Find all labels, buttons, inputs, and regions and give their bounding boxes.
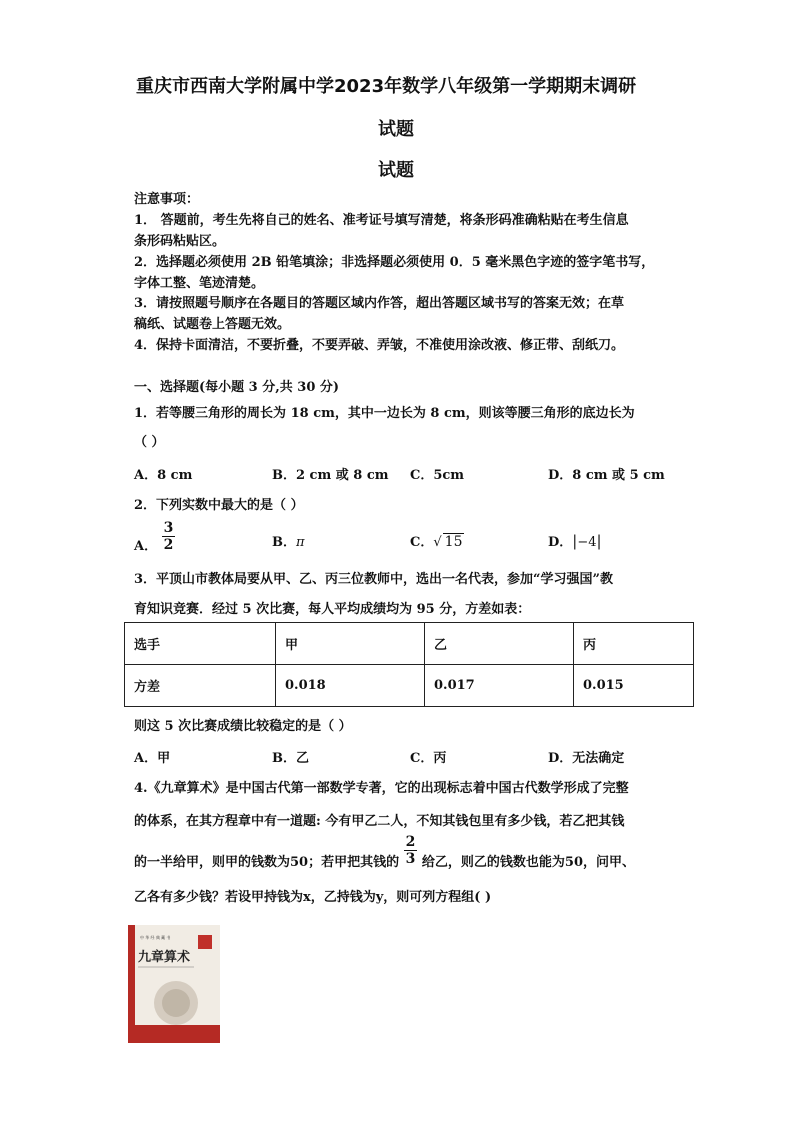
notice-heading: 注意事项： xyxy=(134,192,200,207)
variance-table xyxy=(124,622,694,707)
option-a: A．甲 xyxy=(134,751,171,766)
book-top-text: 中 华 经 典 藏 书 xyxy=(140,935,171,940)
pi-symbol: π xyxy=(296,535,305,550)
notice-line: 条形码粘贴区。 xyxy=(134,234,226,249)
table-header-cell: 选手 xyxy=(125,623,276,665)
table-header-cell: 乙 xyxy=(425,623,574,665)
table-header-cell: 甲 xyxy=(276,623,425,665)
page-title-line2: 试题 xyxy=(378,119,414,140)
abs-bar-icon: | xyxy=(572,532,578,550)
question-4-line: 4.《九章算术》是中国古代第一部数学专著，它的出现标志着中国古代数学形成了完整 xyxy=(134,781,629,796)
abs-value: −4 xyxy=(577,535,597,550)
option-b xyxy=(272,531,305,550)
sqrt-icon: √ xyxy=(433,535,442,550)
question-4-text: 给乙，则乙的钱数也能为50，问甲、 xyxy=(421,855,635,870)
option-label: B． xyxy=(272,535,296,550)
option-d: D．8 cm 或 5 cm xyxy=(548,468,665,483)
notice-line: 3．请按照题号顺序在各题目的答题区域内作答，超出答题区域书写的答案无效；在草 xyxy=(134,296,625,311)
page-subtitle: 试题 xyxy=(378,160,414,181)
table-cell: 0.018 xyxy=(276,665,425,707)
option-label: C． xyxy=(410,535,434,550)
question-4-line xyxy=(134,834,635,870)
question-3-stem: 育知识竞赛．经过 5 次比赛，每人平均成绩均为 95 分，方差如表： xyxy=(134,602,531,617)
book-title: 九章算术 xyxy=(138,950,191,965)
notice-line: 1． 答题前，考生先将自己的姓名、准考证号填写清楚，将条形码准确粘贴在考生信息 xyxy=(134,213,629,228)
notice-line: 2．选择题必须使用 2B 铅笔填涂；非选择题必须使用 0．5 毫米黑色字迹的签字笔书写， xyxy=(134,255,655,270)
question-4-text: 的一半给甲，则甲的钱数为50；若甲把其钱的 xyxy=(134,855,400,870)
notice-line: 字体工整、笔迹清楚。 xyxy=(134,276,265,291)
option-c: C．5cm xyxy=(410,468,465,483)
table-header-cell: 丙 xyxy=(574,623,694,665)
option-label: D． xyxy=(548,535,573,550)
notice-line: 4．保持卡面清洁，不要折叠，不要弄破、弄皱，不准使用涂改液、修正带、刮纸刀。 xyxy=(134,338,625,353)
fraction-numerator: 3 xyxy=(163,520,174,536)
option-label: A． xyxy=(134,539,158,554)
question-1-stem: 1．若等腰三角形的周长为 18 cm，其中一边长为 8 cm，则该等腰三角形的底边长为 xyxy=(134,406,635,421)
option-b: B．乙 xyxy=(272,751,309,766)
option-a: A．8 cm xyxy=(134,468,193,483)
section-heading: 一、选择题(每小题 3 分,共 30 分) xyxy=(134,380,340,395)
table-row xyxy=(125,623,694,665)
fraction-denominator: 3 xyxy=(405,851,416,867)
table-cell: 0.015 xyxy=(574,665,694,707)
option-d xyxy=(548,531,602,550)
notice-line: 稿纸、试题卷上答题无效。 xyxy=(134,317,291,332)
abs-bar-icon: | xyxy=(596,532,602,550)
fraction xyxy=(162,520,176,553)
question-3-prompt: 则这 5 次比赛成绩比较稳定的是（ ） xyxy=(134,719,352,734)
fraction-denominator: 2 xyxy=(163,537,174,553)
table-cell: 0.017 xyxy=(425,665,574,707)
table-cell: 方差 xyxy=(125,665,276,707)
table-row xyxy=(125,665,694,707)
fraction xyxy=(404,834,418,867)
fraction-numerator: 2 xyxy=(405,834,416,850)
option-b: B．2 cm 或 8 cm xyxy=(272,468,389,483)
sqrt-radicand: 15 xyxy=(444,534,463,550)
question-4-line: 的体系，在其方程章中有一道题: 今有甲乙二人，不知其钱包里有多少钱，若乙把其钱 xyxy=(134,814,625,829)
question-3-stem: 3．平顶山市教体局要从甲、乙、丙三位教师中，选出一名代表，参加“学习强国”教 xyxy=(134,572,614,587)
option-c xyxy=(410,531,464,550)
book-cover-image xyxy=(128,925,220,1043)
page-title: 重庆市西南大学附属中学2023年数学八年级第一学期期末调研 xyxy=(136,76,637,97)
option-d: D．无法确定 xyxy=(548,751,625,766)
option-a xyxy=(134,520,175,553)
question-2-stem: 2．下列实数中最大的是（ ） xyxy=(134,498,304,513)
answer-blank: （ ） xyxy=(134,435,165,450)
question-4-line: 乙各有多少钱？若设甲持钱为x，乙持钱为y，则可列方程组( ) xyxy=(134,890,492,905)
option-c: C．丙 xyxy=(410,751,447,766)
